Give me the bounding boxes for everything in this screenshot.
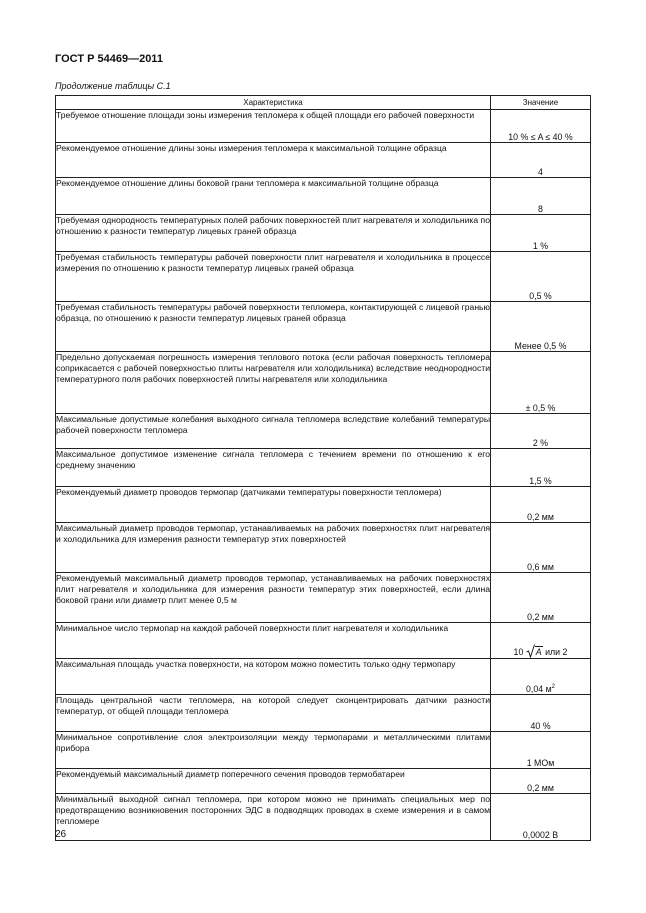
table-row	[56, 110, 591, 143]
value-cell: 0,2 мм	[491, 487, 591, 523]
value-cell: 4	[491, 143, 591, 178]
table-row	[56, 659, 591, 695]
value-cell: Менее 0,5 %	[491, 302, 591, 352]
characteristic-cell: Требуемая стабильность температуры рабочей поверхности плит нагревателя и холодильника в процессе измерения по отношению к разности температур лицевых граней образца	[56, 252, 491, 302]
characteristic-cell: Максимальный диаметр проводов термопар, устанавливаемых на рабочих поверхностях плит нагревателя и холодильника для измерения разности температур этих поверхностей	[56, 523, 491, 573]
characteristic-cell: Требуемое отношение площади зоны измерения тепломера к общей площади его рабочей поверхности	[56, 110, 491, 143]
characteristic-cell: Максимальное допустимое изменение сигнала тепломера с течением времени по отношению к его среднему значению	[56, 449, 491, 487]
value-number: 0,04 м	[526, 684, 552, 694]
characteristic-cell: Минимальное сопротивление слоя электроизоляции между термопарами и металлическими плитами прибора	[56, 732, 491, 769]
value-cell: 1,5 %	[491, 449, 591, 487]
value-cell: 0,0002 В	[491, 794, 591, 841]
table-continuation-caption: Продолжение таблицы С.1	[55, 81, 171, 91]
table-row	[56, 695, 591, 732]
characteristic-cell: Минимальный выходной сигнал тепломера, при котором можно не принимать специальных мер по предотвращению возникновения посторонних ЭДС в подводящих проводах в схеме измерения и в самом тепломере	[56, 794, 491, 841]
spec-table	[55, 95, 591, 841]
characteristic-cell: Рекомендуемый максимальный диаметр поперечного сечения проводов термобатареи	[56, 769, 491, 794]
characteristic-cell: Минимальное число термопар на каждой рабочей поверхности плит нагревателя и холодильника	[56, 623, 491, 659]
characteristic-cell: Рекомендуемое отношение длины зоны измерения тепломера к максимальной толщине образца	[56, 143, 491, 178]
square-root-sign	[526, 644, 543, 658]
characteristic-cell: Максимальные допустимые колебания выходного сигнала тепломера вследствие колебаний температуры рабочей поверхности тепломера	[56, 414, 491, 449]
value-cell: 8	[491, 178, 591, 215]
characteristic-cell: Площадь центральной части тепломера, на которой следует сконцентрировать датчики разности температур, от общей площади тепломера	[56, 695, 491, 732]
table-row	[56, 414, 591, 449]
value-alternative: или 2	[545, 647, 568, 657]
value-cell: 0,2 мм	[491, 769, 591, 794]
value-cell: 0,6 мм	[491, 523, 591, 573]
value-cell: ± 0,5 %	[491, 352, 591, 414]
table-row	[56, 794, 591, 841]
table-row	[56, 302, 591, 352]
characteristic-cell: Требуемая стабильность температуры рабочей поверхности тепломера, контактирующей с лицевой гранью образца, по отношению к разности температур лицевых граней образца	[56, 302, 491, 352]
value-cell: 10 % ≤ A ≤ 40 %	[491, 110, 591, 143]
table-row	[56, 487, 591, 523]
value-coefficient: 10	[513, 647, 524, 657]
value-cell	[491, 623, 591, 659]
value-cell: 1 МОм	[491, 732, 591, 769]
table-row	[56, 623, 591, 659]
value-cell: 0,5 %	[491, 252, 591, 302]
characteristic-cell: Рекомендуемый диаметр проводов термопар (датчиками температуры поверхности тепломера)	[56, 487, 491, 523]
radicand: A	[535, 647, 542, 657]
value-cell: 40 %	[491, 695, 591, 732]
value-exponent: 2	[551, 684, 555, 691]
characteristic-cell: Рекомендуемый максимальный диаметр проводов термопар, устанавливаемых на рабочих поверхностях плит нагревателя и холодильника для измерения разности температур этих поверхностей, если длина боковой грани или диаметр плит менее 0,5 м	[56, 573, 491, 623]
value-cell: 2 %	[491, 414, 591, 449]
table-row	[56, 573, 591, 623]
characteristic-cell: Предельно допускаемая погрешность измерения теплового потока (если рабочая поверхность тепломера соприкасается с рабочей поверхностью плиты нагревателя или холодильника) вследствие неоднородности температурного поля рабочих поверхностей плиты нагревателя или холодильника	[56, 352, 491, 414]
table-row	[56, 215, 591, 252]
table-row	[56, 352, 591, 414]
column-header-value: Значение	[491, 96, 591, 110]
column-header-characteristic: Характеристика	[56, 96, 491, 110]
table-row	[56, 523, 591, 573]
table-row	[56, 769, 591, 794]
page-number: 26	[55, 829, 67, 840]
value-cell: 1 %	[491, 215, 591, 252]
table-row	[56, 449, 591, 487]
characteristic-cell: Максимальная площадь участка поверхности, на котором можно поместить только одну термопару	[56, 659, 491, 695]
table-row	[56, 252, 591, 302]
characteristic-cell: Рекомендуемое отношение длины боковой грани тепломера к максимальной толщине образца	[56, 178, 491, 215]
value-cell	[491, 659, 591, 695]
characteristic-cell: Требуемая однородность температурных полей рабочих поверхностей плит нагревателя и холодильника по отношению к разности температур лицевых граней образца	[56, 215, 491, 252]
value-cell: 0,2 мм	[491, 573, 591, 623]
table-header-row	[56, 96, 591, 110]
table-row	[56, 178, 591, 215]
table-row	[56, 732, 591, 769]
table-row	[56, 143, 591, 178]
standard-designation: ГОСТ Р 54469—2011	[55, 53, 163, 65]
